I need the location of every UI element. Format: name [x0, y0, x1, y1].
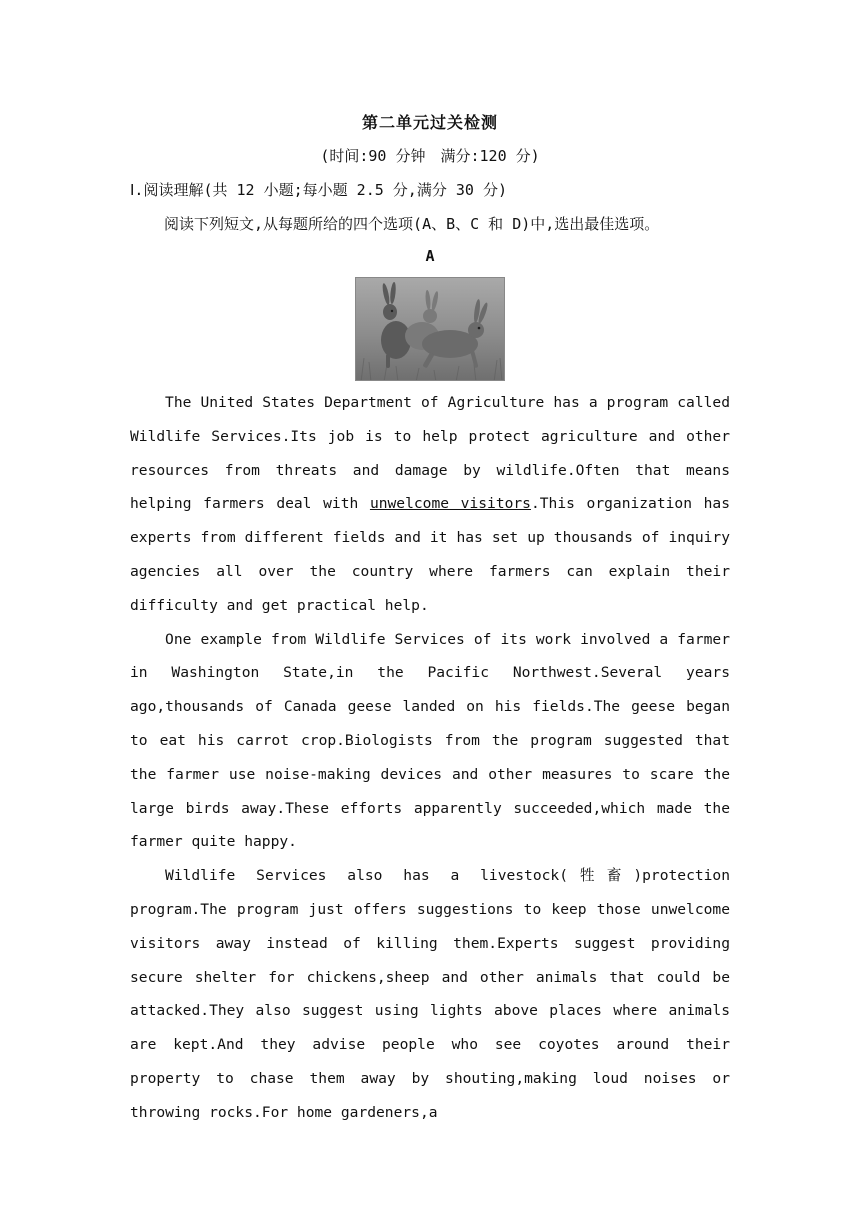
underlined-phrase: unwelcome visitors	[369, 495, 531, 513]
instruction-text: 阅读下列短文,从每题所给的四个选项(A、B、C 和 D)中,选出最佳选项。	[164, 215, 660, 233]
paragraph-1-lead: The United States Department of Agriculture has a program called Wildlife Services.Its job is to help protect agriculture and other resources from threats and damage by wildlife.Often that means helping farmers deal with	[130, 394, 730, 513]
passage-label: A	[425, 247, 435, 265]
exam-info: (时间:90 分钟 满分:120 分)	[320, 147, 540, 165]
paragraph-3: Wildlife Services also has a livestock(牲畜)protection program.The program just offers suggestions to keep those unwelcome visitors away instead of killing them.Experts suggest providing secure shelter for chickens,sheep and other animals that could be attacked.They also suggest using lights above places where animals are kept.And they advise people who see coyotes around their property to chase them away by shouting,making loud noises or throwing rocks.For home gardeners,a	[130, 867, 730, 1121]
page-title: 第二单元过关检测	[361, 113, 498, 132]
paragraph-1-rest: .This organization has experts from different fields and it has set up thousands of inquiry agencies all over the country where farmers can explain their difficulty and get practical help.	[130, 495, 731, 614]
hares-photo	[355, 277, 505, 381]
passage-body	[130, 386, 730, 1130]
section-heading: Ⅰ.阅读理解(共 12 小题;每小题 2.5 分,满分 30 分)	[130, 181, 507, 199]
paragraph-2: One example from Wildlife Services of its work involved a farmer in Washington State,in the Pacific Northwest.Several years ago,thousands of Canada geese landed on his fields.The geese began to eat his carrot crop.Biologists from the program suggested that the farmer use noise-making devices and other measures to scare the large birds away.These efforts apparently succeeded,which made the farmer quite happy.	[130, 630, 730, 851]
paragraph-1	[130, 386, 730, 623]
